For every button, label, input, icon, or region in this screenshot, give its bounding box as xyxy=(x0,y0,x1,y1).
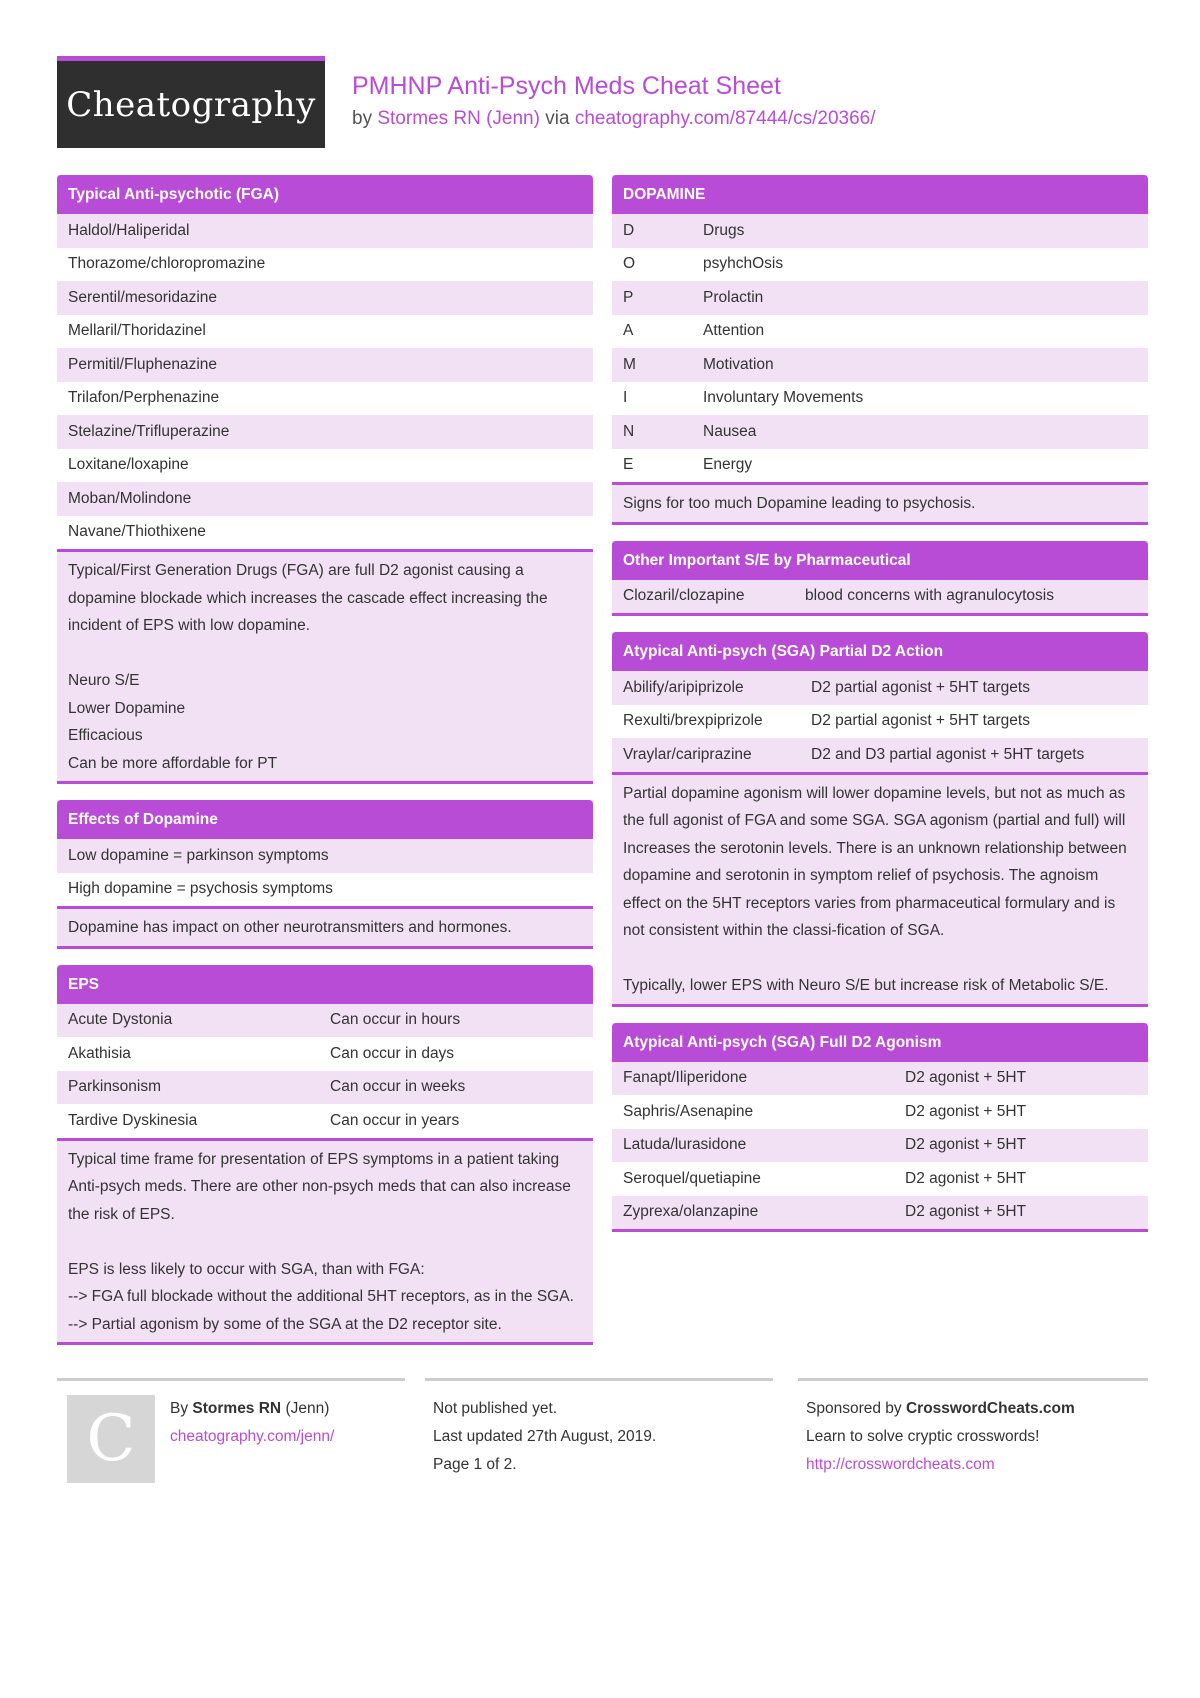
typical-note-line: Can be more affordable for PT xyxy=(68,754,278,772)
typical-row xyxy=(57,449,593,483)
full-header: Atypical Anti-psych (SGA) Full D2 Agonism xyxy=(612,1023,1148,1062)
byline xyxy=(352,108,876,130)
partial-note xyxy=(612,772,1148,1007)
effects-section xyxy=(57,800,593,949)
full-cell: D2 agonist + 5HT xyxy=(905,1136,1027,1154)
footer-publish-info xyxy=(425,1378,773,1481)
dopamine-row xyxy=(612,315,1148,349)
eps-cell: Acute Dystonia xyxy=(68,1011,173,1029)
eps-cell: Can occur in years xyxy=(330,1111,460,1129)
dopamine-cell: psyhchOsis xyxy=(703,255,784,273)
effects-rows xyxy=(57,839,593,906)
dopamine-note-line: Signs for too much Dopamine leading to psychosis. xyxy=(623,495,976,512)
full-row xyxy=(612,1129,1148,1163)
partial-cell: Abilify/aripiprizole xyxy=(623,678,744,696)
dopamine-cell: I xyxy=(623,389,628,407)
footer-author-rest: (Jenn) xyxy=(285,1400,330,1417)
typical-cell: Thorazome/chloropromazine xyxy=(68,255,266,273)
partial-note-line: Partial dopamine agonism will lower dopamine levels, but not as much as the full agonist of FGA and some SGA. SGA agonism (partial and full) will Increases the serotonin levels. There is an unknown relationship between dopamine and serotonin in symptom relief of psychosis. The agnoism effect on the 5HT receptors varies from pharmaceutical formulary and is not consistent within the classi-fication of SGA. xyxy=(623,784,1127,939)
via-text: via xyxy=(545,108,570,129)
typical-cell: Mellaril/Thoridazinel xyxy=(68,322,206,340)
eps-rows xyxy=(57,1004,593,1138)
dopamine-note xyxy=(612,482,1148,525)
footer-by: By xyxy=(170,1400,189,1417)
full-row xyxy=(612,1095,1148,1129)
partial-cell: D2 partial agonist + 5HT targets xyxy=(811,712,1030,730)
partial-header: Atypical Anti-psych (SGA) Partial D2 Action xyxy=(612,632,1148,671)
dopamine-rows xyxy=(612,214,1148,482)
page-number: Page 1 of 2. xyxy=(433,1456,517,1473)
footer xyxy=(57,1378,1148,1488)
full-cell: Latuda/lurasidone xyxy=(623,1136,747,1154)
dopamine-cell: P xyxy=(623,288,634,306)
other-section xyxy=(612,541,1148,617)
sponsor-link[interactable]: http://crosswordcheats.com xyxy=(806,1456,995,1473)
footer-author-bold: Stormes RN xyxy=(192,1400,282,1417)
typical-note-line: Typical/First Generation Drugs (FGA) are full D2 agonist causing a dopamine blockade which increases the cascade effect increasing the incident of EPS with low dopamine. xyxy=(68,562,548,634)
effects-cell: Low dopamine = parkinson symptoms xyxy=(68,846,329,864)
full-rows xyxy=(612,1062,1148,1233)
dopamine-cell: Involuntary Movements xyxy=(703,389,864,407)
partial-cell: Vraylar/cariprazine xyxy=(623,745,752,763)
dopamine-cell: Energy xyxy=(703,456,753,474)
other-cell: Clozaril/clozapine xyxy=(623,587,745,605)
eps-note-line: --> FGA full blockade without the additional 5HT receptors, as in the SGA. xyxy=(68,1288,574,1305)
author-avatar xyxy=(67,1395,155,1483)
eps-row xyxy=(57,1104,593,1138)
cheatography-logo[interactable] xyxy=(57,56,325,148)
partial-cell: D2 and D3 partial agonist + 5HT targets xyxy=(811,745,1085,763)
dopamine-row xyxy=(612,248,1148,282)
typical-row xyxy=(57,214,593,248)
full-cell: Saphris/Asenapine xyxy=(623,1102,754,1120)
other-row xyxy=(612,580,1148,614)
eps-cell: Akathisia xyxy=(68,1044,131,1062)
eps-cell: Can occur in days xyxy=(330,1044,455,1062)
partial-cell: Rexulti/brexpiprizole xyxy=(623,712,763,730)
dopamine-cell: Attention xyxy=(703,322,765,340)
eps-header: EPS xyxy=(57,965,593,1004)
typical-cell: Navane/Thiothixene xyxy=(68,523,206,541)
typical-row xyxy=(57,382,593,416)
author-link[interactable]: Stormes RN (Jenn) xyxy=(377,108,540,129)
by-prefix: by xyxy=(352,108,373,129)
eps-note-gap xyxy=(68,1228,582,1256)
left-column xyxy=(57,175,593,1361)
effects-row xyxy=(57,873,593,907)
typical-note xyxy=(57,549,593,784)
full-cell: D2 agonist + 5HT xyxy=(905,1069,1027,1087)
typical-row xyxy=(57,415,593,449)
typical-cell: Stelazine/Trifluperazine xyxy=(68,422,230,440)
typical-row xyxy=(57,348,593,382)
typical-cell: Serentil/mesoridazine xyxy=(68,288,218,306)
eps-section xyxy=(57,965,593,1346)
typical-row xyxy=(57,482,593,516)
partial-row xyxy=(612,738,1148,772)
sheet-url-link[interactable]: cheatography.com/87444/cs/20366/ xyxy=(574,108,876,129)
right-column xyxy=(612,175,1148,1248)
dopamine-row xyxy=(612,281,1148,315)
partial-rows xyxy=(612,671,1148,772)
full-cell: D2 agonist + 5HT xyxy=(905,1203,1027,1221)
partial-section xyxy=(612,632,1148,1007)
dopamine-cell: Drugs xyxy=(703,221,745,239)
full-section xyxy=(612,1023,1148,1233)
typical-cell: Permitil/Fluphenazine xyxy=(68,355,218,373)
eps-row xyxy=(57,1004,593,1038)
full-cell: Zyprexa/olanzapine xyxy=(623,1203,759,1221)
typical-header: Typical Anti-psychotic (FGA) xyxy=(57,175,593,214)
dopamine-cell: D xyxy=(623,221,635,239)
full-cell: Seroquel/quetiapine xyxy=(623,1169,761,1187)
eps-row xyxy=(57,1037,593,1071)
full-row xyxy=(612,1062,1148,1096)
eps-cell: Parkinsonism xyxy=(68,1078,162,1096)
typical-row xyxy=(57,516,593,550)
eps-row xyxy=(57,1071,593,1105)
sponsor-tagline: Learn to solve cryptic crosswords! xyxy=(806,1428,1040,1445)
dopamine-header: DOPAMINE xyxy=(612,175,1148,214)
dopamine-cell: M xyxy=(623,355,636,373)
full-cell: Fanapt/Iliperidone xyxy=(623,1069,748,1087)
effects-header: Effects of Dopamine xyxy=(57,800,593,839)
partial-row xyxy=(612,671,1148,705)
dopamine-cell: A xyxy=(623,322,634,340)
other-cell: blood concerns with agranulocytosis xyxy=(805,587,1054,605)
sponsored-by: Sponsored by xyxy=(806,1400,902,1417)
typical-row xyxy=(57,281,593,315)
partial-cell: D2 partial agonist + 5HT targets xyxy=(811,678,1030,696)
typical-cell: Moban/Molindone xyxy=(68,489,192,507)
full-row xyxy=(612,1196,1148,1230)
eps-note-line: EPS is less likely to occur with SGA, than with FGA: xyxy=(68,1260,425,1278)
eps-cell: Can occur in weeks xyxy=(330,1078,466,1096)
dopamine-cell: N xyxy=(623,422,635,440)
partial-note-line: Typically, lower EPS with Neuro S/E but increase risk of Metabolic S/E. xyxy=(623,977,1109,994)
partial-row xyxy=(612,705,1148,739)
dopamine-cell: Motivation xyxy=(703,355,774,373)
typical-cell: Loxitane/loxapine xyxy=(68,456,189,474)
typical-row xyxy=(57,315,593,349)
partial-note-gap xyxy=(623,945,1137,973)
dopamine-cell: E xyxy=(623,456,634,474)
dopamine-row xyxy=(612,382,1148,416)
typical-note-line: Efficacious xyxy=(68,727,143,744)
dopamine-row xyxy=(612,415,1148,449)
other-rows xyxy=(612,580,1148,617)
dopamine-cell: Prolactin xyxy=(703,288,764,306)
typical-cell: Trilafon/Perphenazine xyxy=(68,389,220,407)
typical-row xyxy=(57,248,593,282)
eps-note-line: Typical time frame for presentation of EPS symptoms in a patient taking Anti-psych meds. There are other non-psych meds that can also increase the risk of EPS. xyxy=(68,1150,571,1223)
sponsor-line xyxy=(806,1395,1148,1423)
dopamine-cell: O xyxy=(623,255,636,273)
typical-note-line: Lower Dopamine xyxy=(68,699,186,717)
full-cell: D2 agonist + 5HT xyxy=(905,1169,1027,1187)
effects-row xyxy=(57,839,593,873)
effects-note xyxy=(57,906,593,949)
footer-author-link[interactable]: cheatography.com/jenn/ xyxy=(170,1428,335,1445)
logo-text: Cheatography xyxy=(66,84,316,125)
dopamine-row xyxy=(612,348,1148,382)
full-cell: D2 agonist + 5HT xyxy=(905,1102,1027,1120)
eps-cell: Tardive Dyskinesia xyxy=(68,1111,198,1129)
effects-note-line: Dopamine has impact on other neurotransmitters and hormones. xyxy=(68,919,512,936)
footer-author-text xyxy=(170,1395,334,1451)
avatar-letter: C xyxy=(86,1402,136,1476)
effects-cell: High dopamine = psychosis symptoms xyxy=(68,880,333,898)
eps-note-line: --> Partial agonism by some of the SGA at the D2 receptor site. xyxy=(68,1315,502,1333)
dopamine-section xyxy=(612,175,1148,525)
footer-sponsor xyxy=(798,1378,1148,1481)
typical-note-gap xyxy=(68,640,582,668)
sponsor-name: CrosswordCheats.com xyxy=(905,1400,1075,1417)
published-status: Not published yet. xyxy=(433,1400,558,1417)
dopamine-cell: Nausea xyxy=(703,422,757,440)
dopamine-row xyxy=(612,449,1148,483)
dopamine-row xyxy=(612,214,1148,248)
typical-note-line: Neuro S/E xyxy=(68,672,140,689)
typical-cell: Haldol/Haliperidal xyxy=(68,221,190,239)
last-updated: Last updated 27th August, 2019. xyxy=(433,1428,657,1445)
typical-section xyxy=(57,175,593,784)
eps-cell: Can occur in hours xyxy=(330,1011,461,1029)
page-title: PMHNP Anti-Psych Meds Cheat Sheet xyxy=(352,72,781,100)
full-row xyxy=(612,1162,1148,1196)
typical-rows xyxy=(57,214,593,549)
eps-note xyxy=(57,1138,593,1346)
other-header: Other Important S/E by Pharmaceutical xyxy=(612,541,1148,580)
footer-author-line xyxy=(170,1395,334,1423)
footer-author xyxy=(57,1378,405,1481)
